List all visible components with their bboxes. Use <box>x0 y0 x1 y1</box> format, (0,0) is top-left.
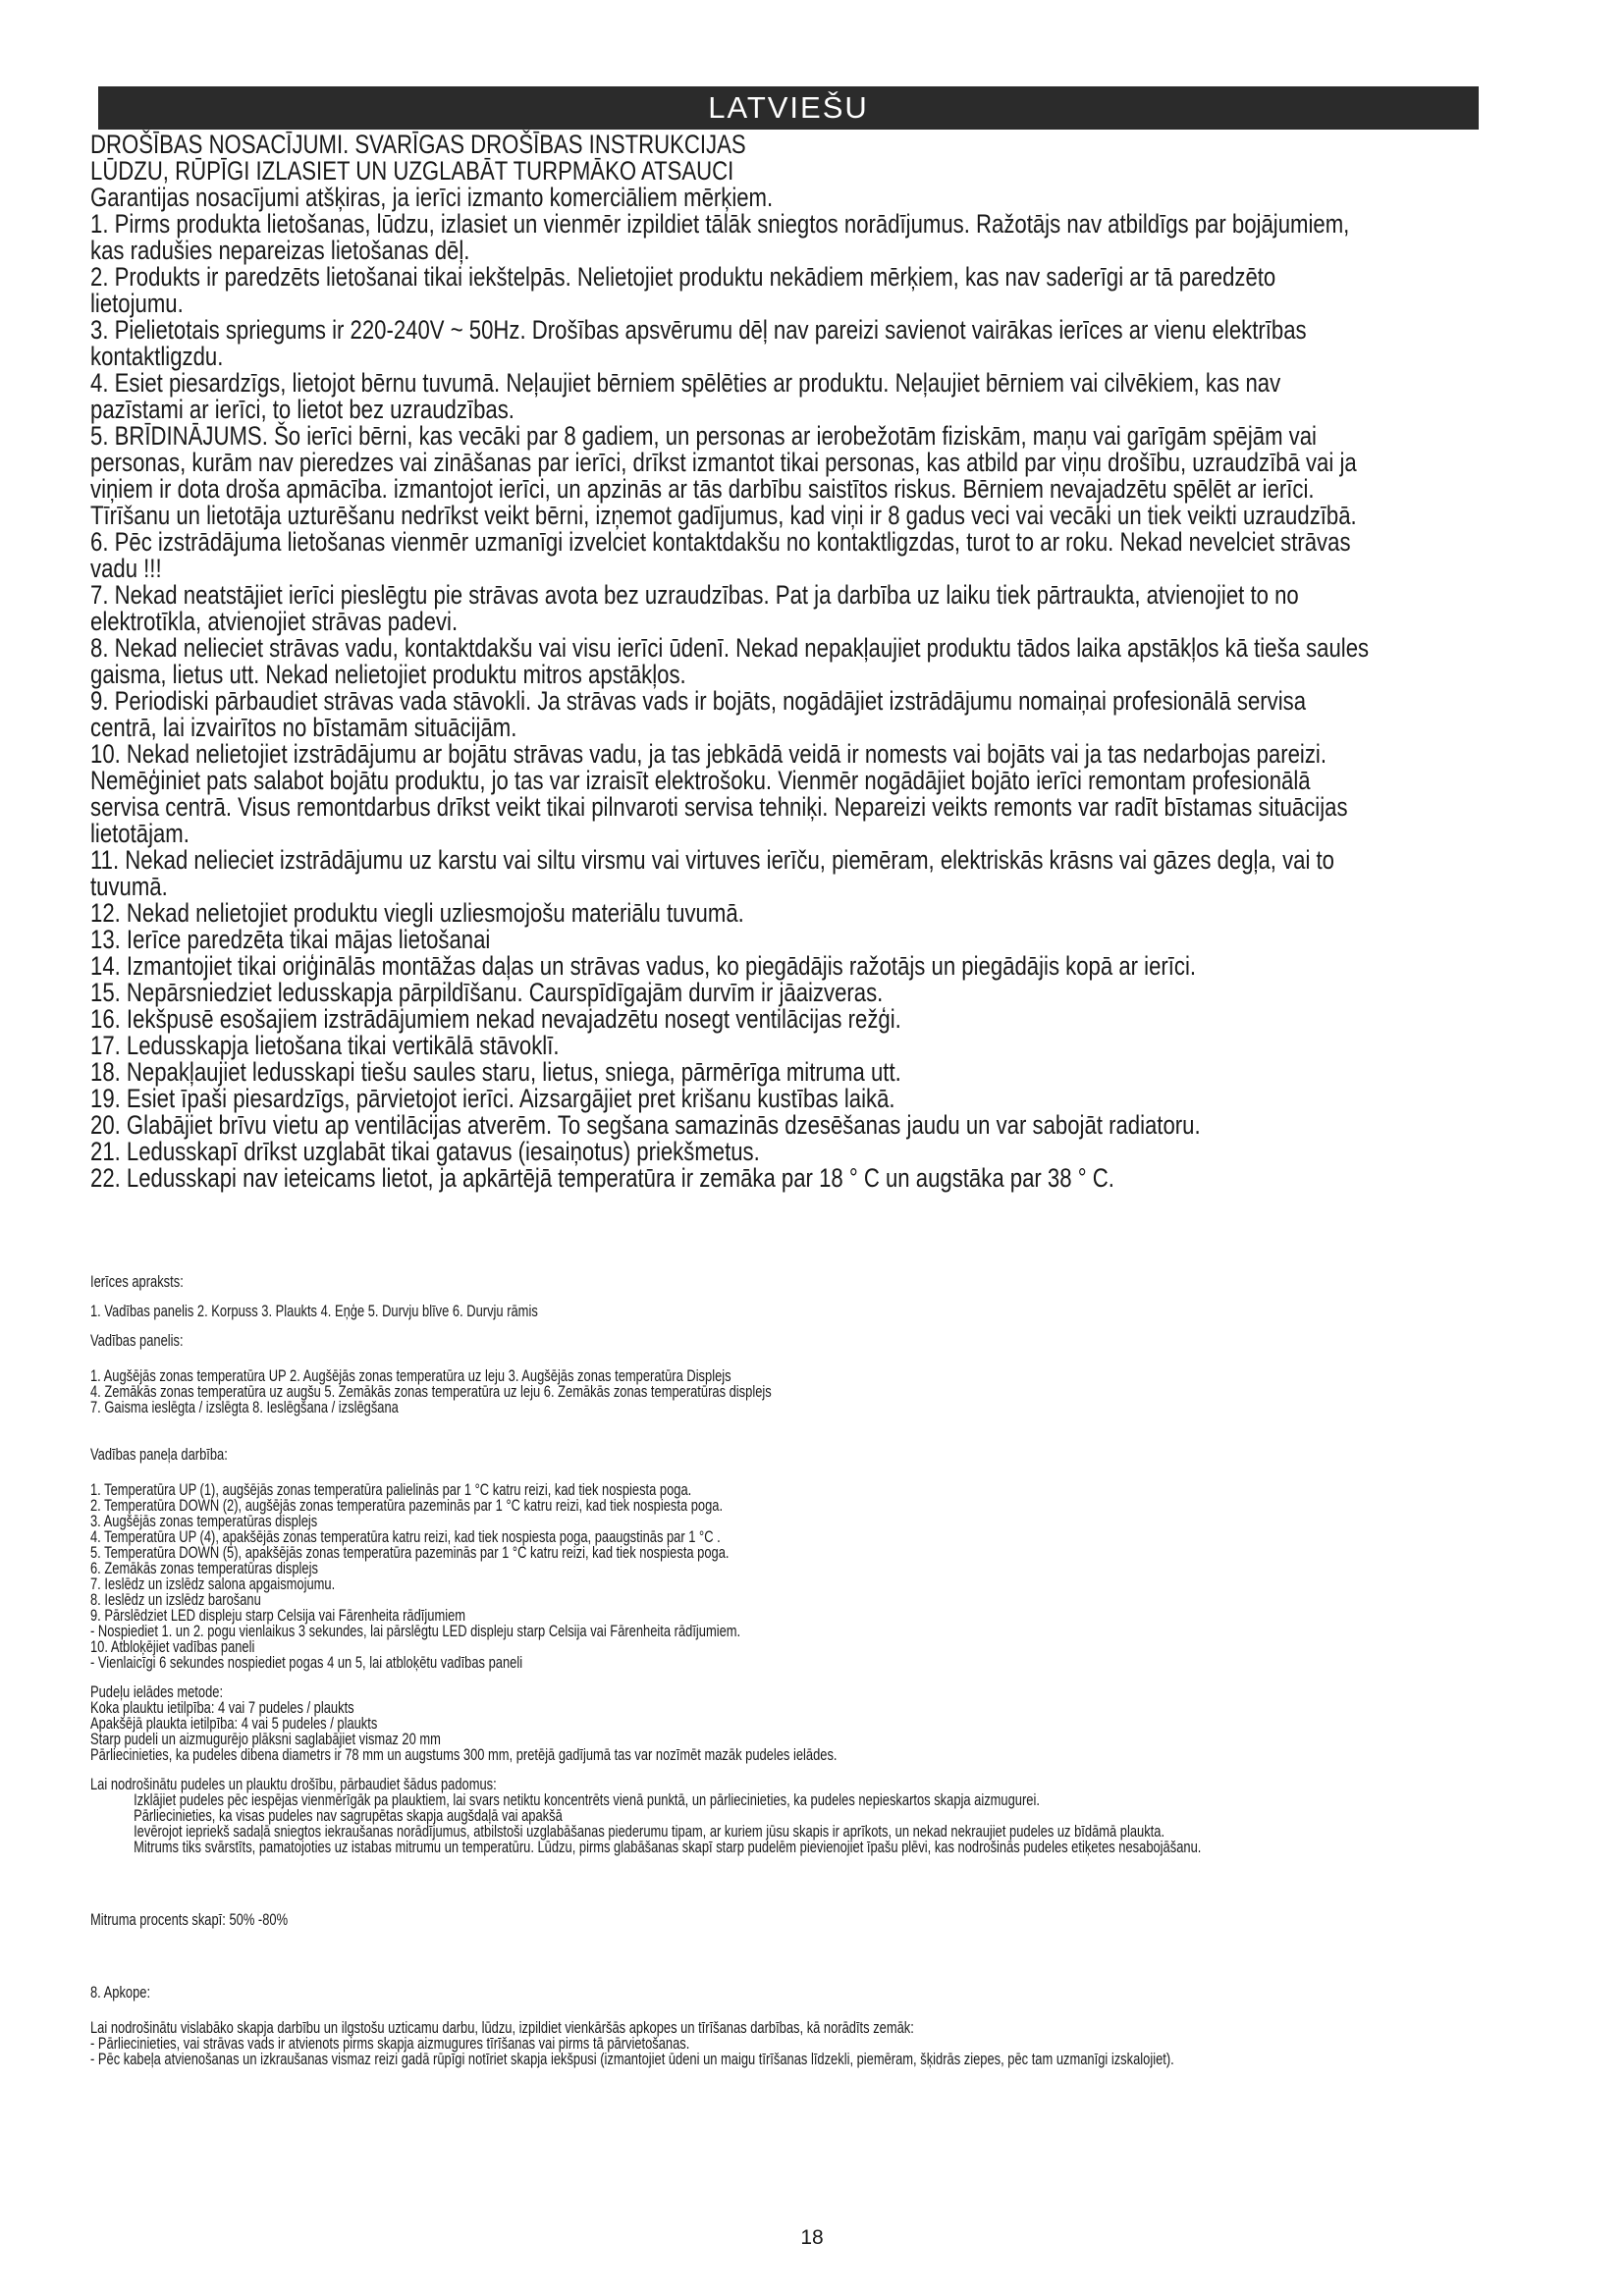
instruction-line: 6. Pēc izstrādājuma lietošanas vienmēr uzmanīgi izvelciet kontaktdakšu no kontaktligzdas, turot to ar roku. Nekad nevelciet strāvas <box>90 527 1351 557</box>
safety-instructions <box>90 130 1370 1193</box>
instruction-line: 17. Ledusskapja lietošana tikai vertikālā stāvoklī. <box>90 1031 560 1060</box>
instruction-line: centrā, lai izvairītos no bīstamām situācijām. <box>90 713 517 742</box>
loading-line: Apakšējā plaukta ietilpība: 4 vai 5 pudeles / plaukts <box>90 1714 378 1733</box>
safety-tip: Ievērojot iepriekš sadaļā sniegtos iekraušanas norādījumus, atbilstoši uzglabāšanas piederumu tipam, ar kuriem jūsu skapis ir aprīkots, un nekad nekraujiet pudeles uz bīdāmā plaukta. <box>134 1822 1165 1841</box>
description-title: Ierīces apraksts: <box>90 1272 184 1291</box>
safety-tip: Pārliecinieties, ka visas pudeles nav sagrupētas skapja augšdaļā vai apakšā <box>134 1806 563 1825</box>
safety-tip: Izklājiet pudeles pēc iespējas vienmērīgāk pa plauktiem, lai svars netiktu koncentrēts vienā punktā, un pārliecinieties, ka pudeles nepieskartos skapja aizmugurei. <box>134 1790 1040 1809</box>
maintenance-title: 8. Apkope: <box>90 1983 151 2002</box>
instruction-line: servisa centrā. Visus remontdarbus drīkst veikt tikai pilnvaroti servisa tehniķi. Nepareizi veikts remonts var radīt bīstamas situācijas <box>90 792 1348 822</box>
operation-line: 1. Temperatūra UP (1), augšējās zonas temperatūra palielinās par 1 °C katru reizi, kad tiek nospiesta poga. <box>90 1480 692 1499</box>
maintenance-line: - Pārliecinieties, vai strāvas vads ir atvienots pirms skapja aizmugures tīrīšanas vai pirms tā pārvietošanas. <box>90 2034 690 2053</box>
loading-line: Starp pudeli un aizmugurējo plāksni saglabājiet vismaz 20 mm <box>90 1730 441 1748</box>
instruction-line: 4. Esiet piesardzīgs, lietojot bērnu tuvumā. Neļaujiet bērniem spēlēties ar produktu. Neļaujiet bērniem vai cilvēkiem, kas nav <box>90 368 1281 398</box>
operation-line: - Nospiediet 1. un 2. pogu vienlaikus 3 sekundes, lai pārslēgtu LED displeju starp Celsija vai Fārenheita rādījumiem. <box>90 1622 741 1640</box>
operation-title: Vadības paneļa darbība: <box>90 1445 228 1464</box>
instruction-line: 19. Esiet īpaši piesardzīgs, pārvietojot ierīci. Aizsargājiet pret krišanu kustības laikā. <box>90 1084 895 1113</box>
instruction-line: pazīstami ar ierīci, to lietot bez uzraudzības. <box>90 395 514 424</box>
instruction-line: 13. Ierīce paredzēta tikai mājas lietošanai <box>90 925 491 954</box>
instruction-line: 5. BRĪDINĀJUMS. Šo ierīci bērni, kas vecāki par 8 gadiem, un personas ar ierobežotām fiziskām, maņu vai garīgām spējām vai <box>90 421 1317 451</box>
safety-tips-title: Lai nodrošinātu pudeles un plauktu drošību, pārbaudiet šādus padomus: <box>90 1775 497 1793</box>
maintenance-line: - Pēc kabeļa atvienošanas un izkraušanas vismaz reizi gadā rūpīgi notīriet skapja iekšpusi (izmantojiet ūdeni un maigu tīrīšanas līdzekli, piemēram, šķidrās ziepes, pēc tam uzmanīgi izskalojiet). <box>90 2050 1174 2068</box>
panel-title: Vadības panelis: <box>90 1331 184 1350</box>
safety-subheading: LŪDZU, RŪPĪGI IZLASIET UN UZGLABĀT TURPMĀKO ATSAUCI <box>90 156 734 186</box>
loading-line: Pudeļu ielādes metode: <box>90 1682 224 1701</box>
instruction-line: 7. Nekad neatstājiet ierīci pieslēgtu pie strāvas avota bez uzraudzības. Pat ja darbība uz laiku tiek pārtraukta, atvienojiet to no <box>90 580 1299 610</box>
instruction-line: 12. Nekad nelietojiet produktu viegli uzliesmojošu materiālu tuvumā. <box>90 898 744 928</box>
instruction-line: vadu !!! <box>90 554 162 583</box>
instruction-line: 11. Nekad nelieciet izstrādājumu uz karstu vai siltu virsmu vai virtuves ierīču, piemēram, elektriskās krāsns vai gāzes degļa, vai to <box>90 845 1335 875</box>
instruction-line: 3. Pielietotais spriegums ir 220-240V ~ 50Hz. Drošības apsvērumu dēļ nav pareizi savienot vairākas ierīces ar vienu elektrības <box>90 315 1307 345</box>
instruction-line: lietojumu. <box>90 289 184 318</box>
device-details <box>90 1274 1508 2067</box>
instruction-line: gaisma, lietus utt. Nekad nelietojiet produktu mitros apstākļos. <box>90 660 686 689</box>
language-header-bar <box>98 86 1479 130</box>
instruction-line: personas, kurām nav pieredzes vai zināšanas par ierīci, drīkst izmantot tikai personas, kas atbild par viņu drošību, uzraudzībā vai ja <box>90 448 1357 477</box>
warranty-note: Garantijas nosacījumi atšķiras, ja ierīci izmanto komerciāliem mērķiem. <box>90 183 774 212</box>
panel-line: 1. Augšējās zonas temperatūra UP 2. Augšējās zonas temperatūra uz leju 3. Augšējās zonas temperatūra Displejs <box>90 1366 731 1385</box>
instruction-line: tuvumā. <box>90 872 168 901</box>
panel-line: 4. Zemākās zonas temperatūra uz augšu 5. Zemākās zonas temperatūra uz leju 6. Zemākās zonas temperatūras displejs <box>90 1382 772 1401</box>
operation-line: 7. Ieslēdz un izslēdz salona apgaismojumu. <box>90 1575 336 1593</box>
instruction-line: 20. Glabājiet brīvu vietu ap ventilācijas atverēm. To segšana samazinās dzesēšanas jaudu un var sabojāt radiatoru. <box>90 1110 1201 1140</box>
instruction-line: kas radušies nepareizas lietošanas dēļ. <box>90 236 470 265</box>
instruction-line: 9. Periodiski pārbaudiet strāvas vada stāvokli. Ja strāvas vads ir bojāts, nogādājiet izstrādājumu nomaiņai profesionālā servisa <box>90 686 1307 716</box>
loading-line: Koka plauktu ietilpība: 4 vai 7 pudeles / plaukts <box>90 1698 354 1717</box>
maintenance-line: Lai nodrošinātu vislabāko skapja darbību un ilgstošu uzticamu darbu, lūdzu, izpildiet vienkāršās apkopes un tīrīšanas darbības, kā norādīts zemāk: <box>90 2018 914 2037</box>
operation-line: 10. Atbloķējiet vadības paneli <box>90 1637 255 1656</box>
operation-line: - Vienlaicīgi 6 sekundes nospiediet pogas 4 un 5, lai atbloķētu vadības paneli <box>90 1653 523 1672</box>
instruction-line: 14. Izmantojiet tikai oriģinālās montāžas daļas un strāvas vadus, ko piegādājis ražotājs un piegādājis kopā ar ierīci. <box>90 951 1197 981</box>
instruction-line: 16. Iekšpusē esošajiem izstrādājumiem nekad nevajadzētu nosegt ventilācijas režģi. <box>90 1004 901 1034</box>
instruction-line: 18. Nepakļaujiet ledusskapi tiešu saules staru, lietus, sniega, pārmērīga mitruma utt. <box>90 1057 901 1087</box>
instruction-line: 8. Nekad nelieciet strāvas vadu, kontaktdakšu vai visu ierīci ūdenī. Nekad nepakļaujiet produktu tādos laika apstākļos kā tieša saules <box>90 633 1370 663</box>
operation-line: 5. Temperatūra DOWN (5), apakšējās zonas temperatūra pazeminās par 1 °C katru reizi, kad tiek nospiesta poga. <box>90 1543 730 1562</box>
instruction-line: kontaktligzdu. <box>90 342 224 371</box>
description-items: 1. Vadības panelis 2. Korpuss 3. Plaukts 4. Eņģe 5. Durvju blīve 6. Durvju rāmis <box>90 1302 538 1320</box>
operation-line: 3. Augšējās zonas temperatūras displejs <box>90 1512 318 1530</box>
loading-line: Pārliecinieties, ka pudeles dibena diametrs ir 78 mm un augstums 300 mm, pretējā gadījumā tas var nozīmēt mazāk pudeles ielādes. <box>90 1745 838 1764</box>
operation-line: 6. Zemākās zonas temperatūras displejs <box>90 1559 318 1577</box>
safety-tip: Mitrums tiks svārstīts, pamatojoties uz istabas mitrumu un temperatūru. Lūdzu, pirms glabāšanas skapī starp pudelēm pievienojiet īpašu plēvi, kas nodrošinās pudeles etiķetes nesabojāšanu. <box>134 1838 1202 1856</box>
instruction-line: Tīrīšanu un lietotāja uzturēšanu nedrīkst veikt bērni, izņemot gadījumus, kad viņi ir 8 gadus veci vai vecāki un tiek veikti uzraudzībā. <box>90 501 1357 530</box>
instruction-line: 22. Ledusskapi nav ieteicams lietot, ja apkārtējā temperatūra ir zemāka par 18 ° C un augstāka par 38 ° C. <box>90 1163 1114 1193</box>
instruction-line: viņiem ir dota droša apmācība. izmantojot ierīci, un apzinās ar tās darbību saistītos riskus. Bērniem nevajadzētu spēlēt ar ierīci. <box>90 474 1315 504</box>
operation-line: 9. Pārslēdziet LED displeju starp Celsija vai Fārenheita rādījumiem <box>90 1606 466 1625</box>
instruction-line: 1. Pirms produkta lietošanas, lūdzu, izlasiet un vienmēr izpildiet tālāk sniegtos norādījumus. Ražotājs nav atbildīgs par bojājumiem, <box>90 209 1350 239</box>
page-number: 18 <box>800 2226 824 2249</box>
operation-line: 4. Temperatūra UP (4), apakšējās zonas temperatūra katru reizi, kad tiek nospiesta poga, paaugstinās par 1 °C . <box>90 1527 721 1546</box>
safety-heading: DROŠĪBAS NOSACĪJUMI. SVARĪGAS DROŠĪBAS INSTRUKCIJAS <box>90 130 746 159</box>
language-title: LATVIEŠU <box>708 90 869 125</box>
operation-line: 2. Temperatūra DOWN (2), augšējās zonas temperatūra pazeminās par 1 °C katru reizi, kad tiek nospiesta poga. <box>90 1496 724 1515</box>
instruction-line: 2. Produkts ir paredzēts lietošanai tikai iekštelpās. Nelietojiet produktu nekādiem mērķiem, kas nav saderīgi ar tā paredzēto <box>90 262 1276 292</box>
panel-line: 7. Gaisma ieslēgta / izslēgta 8. Ieslēgšana / izslēgšana <box>90 1398 399 1416</box>
operation-line: 8. Ieslēdz un izslēdz barošanu <box>90 1590 261 1609</box>
instruction-line: 21. Ledusskapī drīkst uzglabāt tikai gatavus (iesaiņotus) priekšmetus. <box>90 1137 760 1166</box>
instruction-line: 15. Nepārsniedziet ledusskapja pārpildīšanu. Caurspīdīgajām durvīm ir jāaizveras. <box>90 978 884 1007</box>
instruction-line: elektrotīkla, atvienojiet strāvas padevi. <box>90 607 459 636</box>
instruction-line: 10. Nekad nelietojiet izstrādājumu ar bojātu strāvas vadu, ja tas jebkādā veidā ir nomests vai bojāts vai ja tas nedarbojas pareizi. <box>90 739 1326 769</box>
instruction-line: Nemēģiniet pats salabot bojātu produktu, jo tas var izraisīt elektrošoku. Vienmēr nogādājiet bojāto ierīci remontam profesionālā <box>90 766 1311 795</box>
instruction-line: lietotājam. <box>90 819 189 848</box>
humidity-note: Mitruma procents skapī: 50% -80% <box>90 1910 289 1929</box>
